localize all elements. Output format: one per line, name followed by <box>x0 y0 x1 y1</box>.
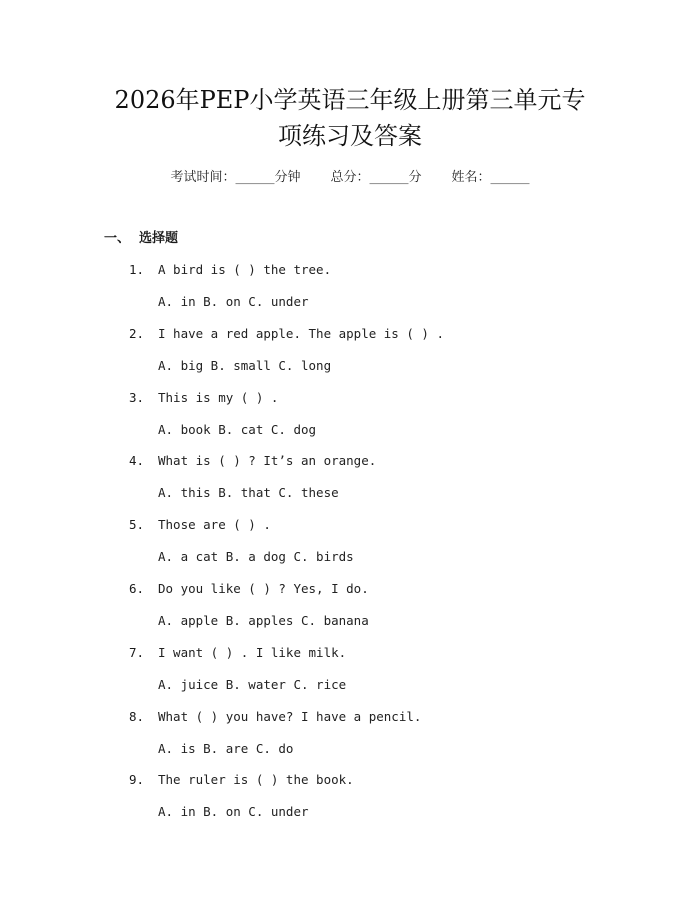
question-text: I want ( ) . I like milk. <box>158 644 347 660</box>
section-title: 选择题 <box>139 231 179 246</box>
question-number: 5. <box>129 517 145 533</box>
question-text: The ruler is ( ) the book. <box>158 772 354 788</box>
exam-score-label: 总分：______分 <box>330 170 422 185</box>
question-number: 3. <box>129 389 145 405</box>
title-line-1: 2026年PEP小学英语三年级上册第三单元专 <box>114 86 586 114</box>
question-options: A. in B. on C. under <box>158 804 309 820</box>
exam-time-label: 考试时间：______分钟 <box>170 170 301 185</box>
question-number: 1. <box>129 262 145 277</box>
section-heading <box>104 229 178 249</box>
question-options: A. apple B. apples C. banana <box>158 613 369 628</box>
question-options: A. is B. are C. do <box>158 740 294 756</box>
question-options: A. in B. on C. under <box>158 294 309 309</box>
question-options: A. juice B. water C. rice <box>158 676 347 692</box>
question-text: What ( ) you have? I have a pencil. <box>158 708 422 724</box>
question-text: A bird is ( ) the tree. <box>158 262 332 277</box>
question-options: A. a cat B. a dog C. birds <box>158 549 354 565</box>
question-options: A. big B. small C. long <box>158 357 332 373</box>
question-options: A. book B. cat C. dog <box>158 421 317 437</box>
question-text: I have a red apple. The apple is ( ) . <box>158 325 444 341</box>
question-options: A. this B. that C. these <box>158 485 339 501</box>
page-title <box>60 82 640 154</box>
question-text: Those are ( ) . <box>158 517 271 533</box>
question-number: 2. <box>129 325 145 341</box>
question-number: 7. <box>129 644 145 660</box>
question-number: 4. <box>129 453 145 469</box>
question-text: What is ( ) ? It’s an orange. <box>158 453 377 469</box>
question-number: 8. <box>129 708 145 724</box>
question-number: 9. <box>129 772 145 788</box>
section-number: 一、 <box>104 231 131 246</box>
question-text: Do you like ( ) ? Yes, I do. <box>158 581 369 596</box>
exam-meta <box>0 168 700 188</box>
student-name-label: 姓名：______ <box>451 170 530 185</box>
title-line-2: 项练习及答案 <box>278 122 422 150</box>
question-number: 6. <box>129 581 145 596</box>
question-text: This is my ( ) . <box>158 389 279 405</box>
